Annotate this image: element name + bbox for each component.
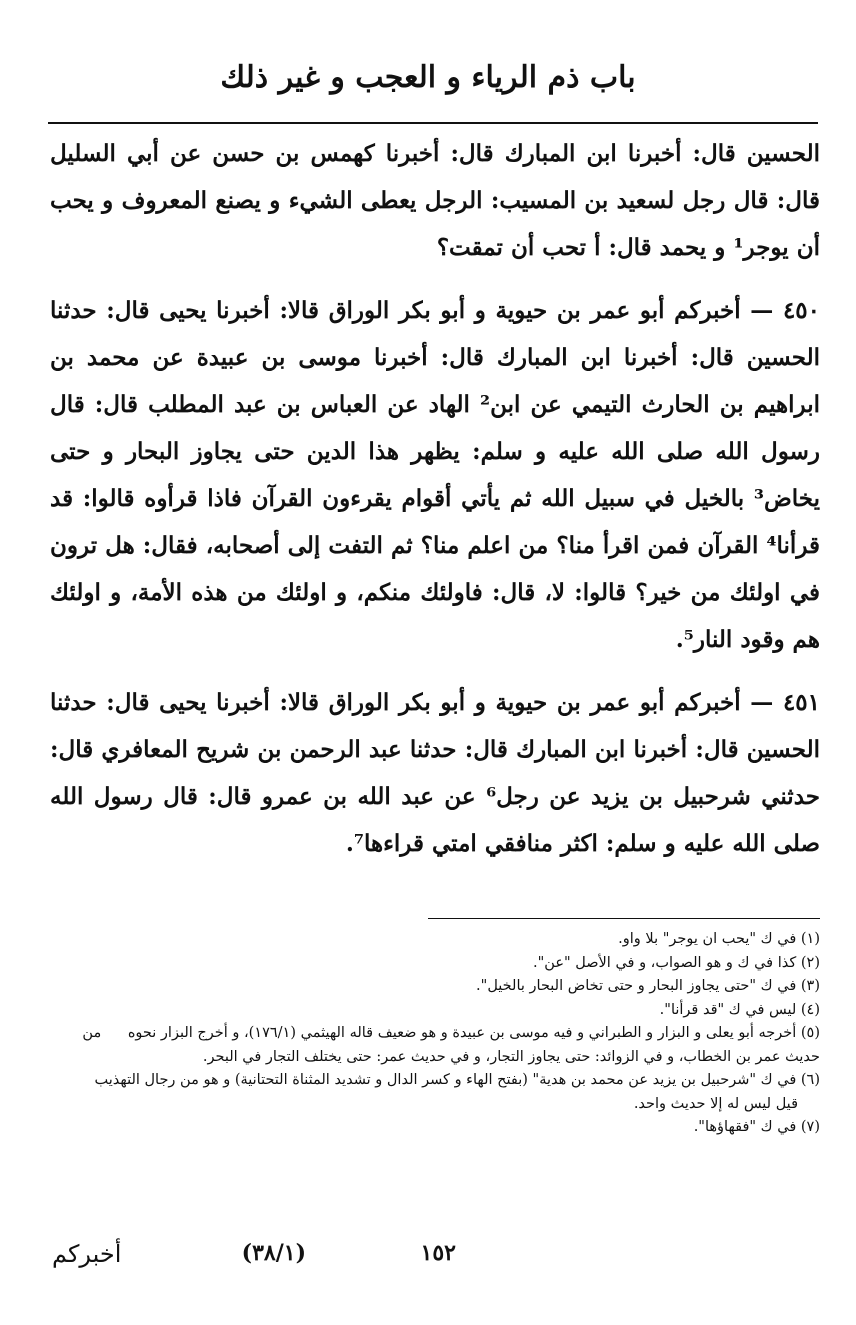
text-line: و سلم: اكثر منافقي امتي قراءها⁷. [345, 830, 676, 857]
footnote-6 [46, 1069, 820, 1116]
main-text [50, 130, 820, 867]
text-line: قال رجل لسعيد بن المسيب: الرجل يعطى الشيء و يصنع المعروف و يحب أن يوجر¹ [50, 187, 820, 261]
text-line: و يحمد قال: أ تحب أن تمقت؟ [436, 234, 726, 261]
footnote-line: (٥) أخرجه أبو يعلى و البزار و الطبراني و فيه موسى بن عبيدة و هو ضعيف قاله الهيثمي (١٧٦/١)، و أخرج البزار نحوه [127, 1025, 820, 1041]
footnote-line: (٣) في ك "حتى يجاوز البحار و حتى تخاض البحار بالخيل". [476, 978, 820, 994]
footnote-7 [46, 1116, 820, 1140]
paragraph-gap [50, 663, 820, 679]
footnote-line: (٤) ليس في ك "قد قرأنا". [659, 1001, 820, 1018]
footnote-4 [46, 999, 820, 1023]
footnote-5 [46, 1022, 820, 1069]
page-title: باب ذم الرياء و العجب و غير ذلك [220, 60, 636, 95]
footnote-line: من حديث عمر بن الخطاب، و في الزوائد: حتى يجاوز التجار، و في حديث عمر: حتى يختلف التجار في البحر. [82, 1025, 820, 1065]
footnote-line: قيل ليس له إلا حديث واحد. [633, 1095, 798, 1112]
footnote-line: (٢) كذا في ك و هو الصواب، و في الأصل "عن". [533, 954, 820, 971]
paragraph-1 [50, 130, 820, 271]
text-line: و سلم: يظهر هذا الدين حتى يجاوز البحار و حتى يخاض³ بالخيل في سبيل الله ثم يأتي [50, 438, 820, 512]
paragraph-hadith-451 [50, 679, 820, 867]
page-footer [0, 1240, 856, 1280]
footnote-2 [46, 952, 820, 976]
footnote-line: (٧) في ك "فقهاؤها". [693, 1119, 820, 1135]
catchword: أخبركم [52, 1240, 122, 1268]
footnotes [46, 928, 820, 1140]
paragraph-hadith-450 [50, 287, 820, 663]
text-line: الحارث التيمي عن ابن² الهاد عن العباس بن عبد المطلب قال: قال رسول الله صلى الله عليه [50, 391, 820, 465]
text-line: الحسين قال: أخبرنا ابن المبارك قال: حدثنا عبد الرحمن بن شريح المعافري قال: حدثني [50, 736, 820, 810]
text-line: الحسين قال: أخبرنا ابن المبارك قال: أخبرنا كهمس بن حسن عن أبي السليل قال: [50, 140, 820, 214]
text-line: ٤٥٠ — أخبركم أبو عمر بن حيوية و أبو بكر الوراق قالا: أخبرنا يحيى قال: حدثنا [50, 297, 820, 324]
footnote-line: (١) في ك "يحب ان يوجر" بلا واو. [618, 931, 820, 947]
text-line: ثم التفت إلى أصحابه، فقال: هل ترون في اولئك من خير؟ قالوا: لا، قال: فاولئك [50, 532, 820, 606]
text-line: شرحبيل بن يزيد عن رجل⁶ عن عبد الله بن عمرو قال: قال رسول الله صلى الله عليه [50, 783, 820, 857]
footnote-line: (٦) في ك "شرحبيل بن يزيد عن محمد بن هدية" (بفتح الهاء و كسر الدال و تشديد المثناة التحتانية) و هو من رجال التهذيب [94, 1072, 820, 1088]
footnote-divider [428, 918, 820, 919]
header-divider [48, 122, 818, 124]
footnote-3 [46, 975, 820, 999]
page-number: ١٥٢ [420, 1240, 456, 1266]
text-line: ٤٥١ — أخبركم أبو عمر بن حيوية و أبو بكر الوراق قالا: أخبرنا يحيى قال: حدثنا [50, 689, 820, 716]
text-line: منكم، و اولئك من هذه الأمة، و اولئك هم وقود النار⁵. [50, 579, 820, 653]
paragraph-gap [50, 271, 820, 287]
footnote-1 [46, 928, 820, 952]
text-line: الحسين قال: أخبرنا ابن المبارك قال: أخبرنا موسى بن عبيدة عن محمد بن ابراهيم بن [50, 344, 821, 418]
text-line: أقوام يقرءون القرآن فاذا قرأوه قالوا: قد قرأنا⁴ القرآن فمن اقرأ منا؟ من اعلم منا؟ [50, 485, 820, 559]
manuscript-reference: (٣٨/١) [241, 1240, 306, 1266]
